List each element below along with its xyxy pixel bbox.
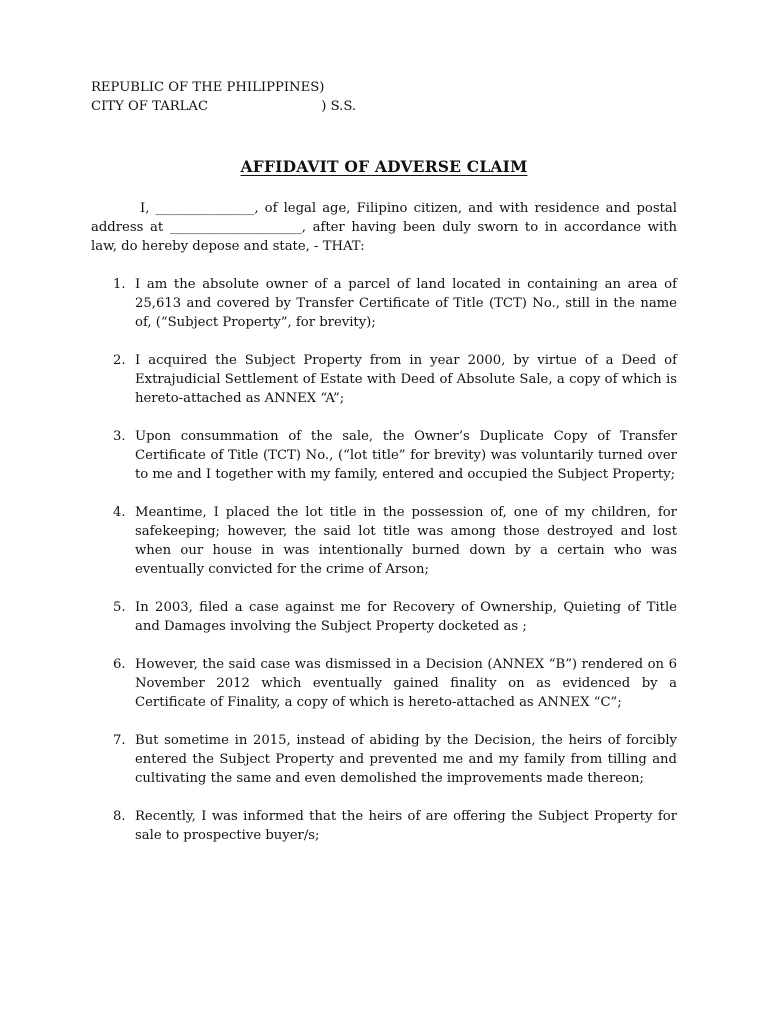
list-item [91, 275, 677, 332]
intro-paragraph: I, _______________, of legal age, Filipino citizen, and with residence and postal address at ____________________, after having been duly sworn to in accordance with law, do hereby depose and state, - THAT: [91, 201, 677, 254]
document-title: AFFIDAVIT OF ADVERSE CLAIM [240, 157, 528, 176]
list-item [91, 807, 677, 845]
item-text: I acquired the Subject Property from in year 2000, by virtue of a Deed of Extrajudicial Settlement of Estate with Deed of Absolute Sale, a copy of which is hereto-attached as ANNEX “A”; [135, 353, 677, 406]
list-item [91, 351, 677, 408]
item-number: 2. [113, 353, 126, 368]
item-number: 7. [113, 733, 126, 748]
list-item [91, 731, 677, 788]
item-text: I am the absolute owner of a parcel of land located in containing an area of 25,613 and covered by Transfer Certificate of Title (TCT) No., still in the name of, (“Subject Property”, for brevity); [135, 277, 677, 330]
item-number: 6. [113, 657, 126, 672]
numbered-statements [91, 275, 677, 864]
list-item [91, 503, 677, 579]
item-text: But sometime in 2015, instead of abiding by the Decision, the heirs of forcibly entered the Subject Property and prevented me and my family from tilling and cultivating the same and even demolished the improvements made thereon; [135, 733, 677, 786]
item-text: However, the said case was dismissed in a Decision (ANNEX “B”) rendered on 6 November 2012 which eventually gained finality on as evidenced by a Certificate of Finality, a copy of which is hereto-attached as ANNEX “C”; [135, 657, 677, 710]
item-number: 4. [113, 505, 126, 520]
item-number: 1. [113, 277, 126, 292]
item-text: Upon consummation of the sale, the Owner’s Duplicate Copy of Transfer Certificate of Title (TCT) No., (“lot title” for brevity) was voluntarily turned over to me and I together with my family, entered and occupied the Subject Property; [135, 429, 677, 482]
list-item [91, 598, 677, 636]
item-number: 5. [113, 600, 126, 615]
list-item [91, 427, 677, 484]
item-text: Meantime, I placed the lot title in the possession of, one of my children, for safekeeping; however, the said lot title was among those destroyed and lost when our house in was intentionally burned down by a certain who was eventually convicted for the crime of Arson; [135, 505, 677, 577]
venue-block [91, 78, 356, 116]
list-item [91, 655, 677, 712]
item-text: In 2003, filed a case against me for Recovery of Ownership, Quieting of Title and Damages involving the Subject Property docketed as ; [135, 600, 677, 634]
item-number: 3. [113, 429, 126, 444]
item-number: 8. [113, 809, 126, 824]
venue-city: CITY OF TARLAC ) S.S. [91, 99, 357, 114]
item-text: Recently, I was informed that the heirs of are offering the Subject Property for sale to prospective buyer/s; [135, 809, 677, 843]
venue-republic: REPUBLIC OF THE PHILIPPINES) [91, 80, 325, 95]
